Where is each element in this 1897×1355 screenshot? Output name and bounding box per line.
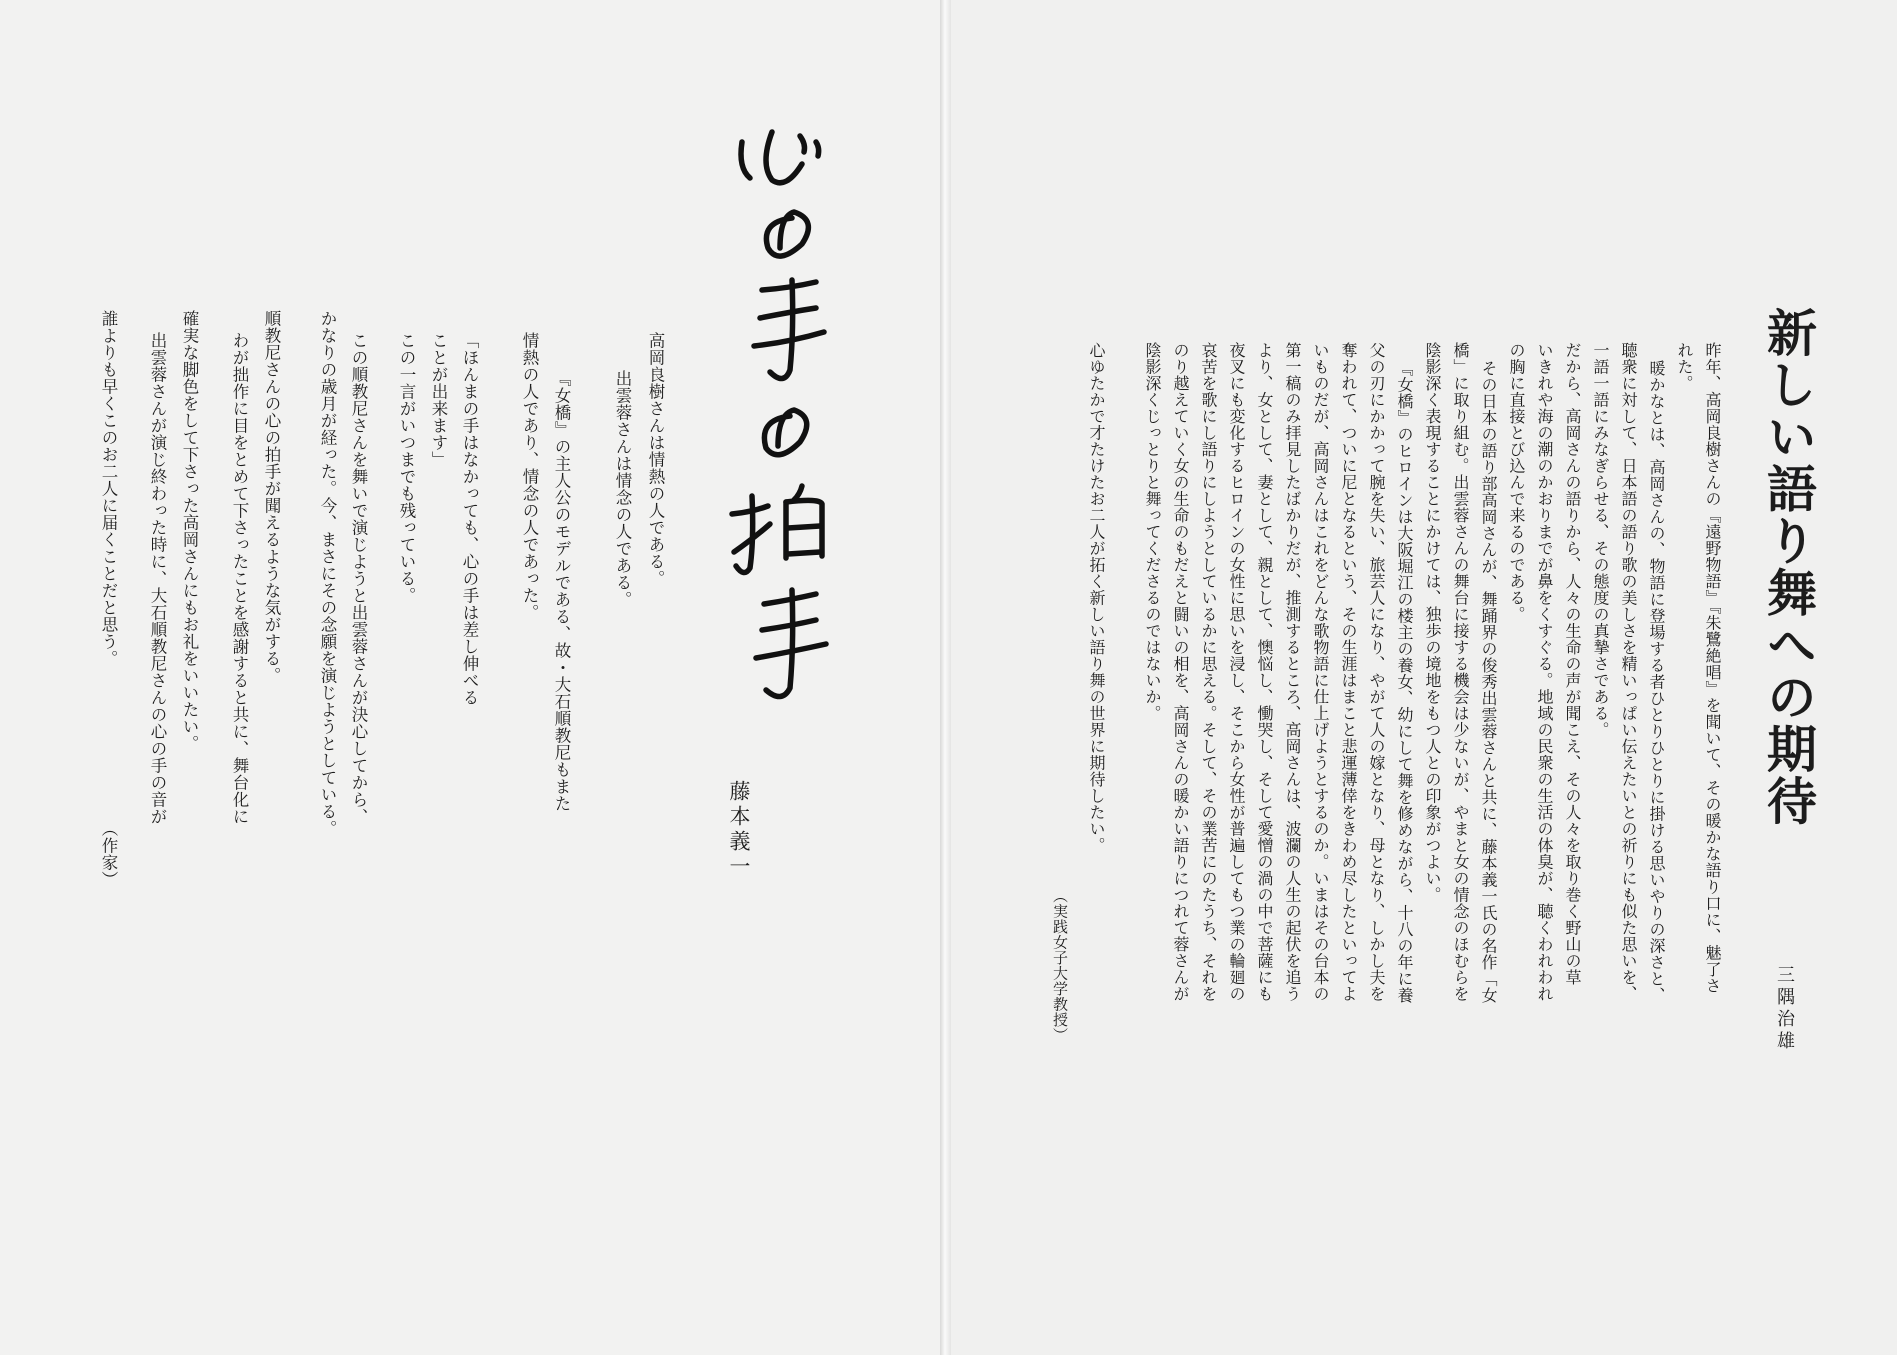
essay-line: 心ゆたかで才たけたお二人が拓く新しい語り舞の世界に期待したい。: [1087, 342, 1106, 854]
essay-line: 橋」に取り組む。出雲蓉さんの舞台に接する機会は少ないが、やまと女の情念のほむらを: [1451, 342, 1470, 1002]
essay-line: 陰影深くじっとりと舞ってくださるのではないか。: [1143, 342, 1162, 722]
essay-line: 聴衆に対して、日本語の語り歌の美しさを精いっぱい伝えたいとの祈りにも似た思いを、: [1619, 342, 1638, 1002]
essay-line: 第一稿のみ拝見したばかりだが、推測するところ、高岡さんは、波瀾の人生の起伏を追う: [1283, 342, 1302, 1002]
essay-line: いきれや海の潮のかおりまでが鼻をくすぐる。地域の民衆の生活の体臭が、聴くわれわれ: [1535, 342, 1554, 1002]
author-name: 三隅治雄: [1774, 965, 1795, 1053]
essay-line: だから、高岡さんの語りから、人々の生命の声が聞こえ、その人々を取り巻く野山の草: [1563, 342, 1582, 986]
essay-line: 夜叉にも変化するヒロインの女性に思いを浸し、そこから女性が普遍してもつ業の輪廻の: [1227, 342, 1246, 1002]
essay-line: 確実な脚色をして下さった高岡さんにもお礼をいいたい。: [180, 310, 199, 752]
essay-line: 『女橋』の主人公のモデルである、故・大石順教尼もまた: [552, 370, 571, 812]
essay-line: 陰影深く表現することにかけては、独歩の境地をもつ人との印象がつよい。: [1423, 342, 1442, 903]
essay-line: 昨年、高岡良樹さんの『遠野物語』『朱鷺絶唱』を聞いて、その暖かな語り口に、魅了さ: [1703, 342, 1722, 994]
essay-line: いものだが、高岡さんはこれをどんな歌物語に仕上げようとするのか。いまはその台本の: [1311, 342, 1330, 1002]
essay-signoff: （作家）: [99, 820, 118, 888]
essay-line: この一言がいつまでも残っている。: [397, 332, 416, 604]
essay-line: 『女橋』のヒロインは大阪堀江の楼主の養女、幼にして舞を修めながら、十八の年に養: [1395, 360, 1414, 1004]
essay-line: の胸に直接とび込んで来るのである。: [1507, 342, 1526, 623]
essay-line: 暖かなとは、高岡さんの、物語に登場する者ひとりひとりに掛ける思いやりの深さと、: [1647, 360, 1666, 1004]
essay-line: 「ほんまの手はなかっても、心の手は差し伸べる: [460, 332, 479, 706]
essay-line: ことが出来ます」: [429, 332, 448, 468]
essay-line: れた。: [1675, 342, 1694, 392]
essay-line: 誰よりも早くこのお二人に届くことだと思う。: [99, 310, 118, 667]
author-name: 藤本義一: [727, 780, 751, 880]
handwritten-title-calligraphy: [720, 120, 860, 720]
essay-line: より、女として、妻として、親として、懊悩し、慟哭し、そして愛憎の渦の中で菩薩にも: [1255, 342, 1274, 1002]
essay-line: 奪われて、ついに尼となるという、その生涯はまこと悲運薄倖をきわめ尽したといってよ: [1339, 342, 1358, 1002]
essay-line: かなりの歳月が経った。今、まさにその念願を演じようとしている。: [318, 310, 337, 837]
handwritten-title: [720, 120, 860, 720]
book-gutter: [940, 0, 951, 1355]
essay-line: わが拙作に目をとめて下さったことを感謝すると共に、舞台化に: [230, 332, 249, 825]
essay-line: 父の刃にかかって腕を失い、旅芸人になり、やがて人の嫁となり、母となり、しかし夫を: [1367, 342, 1386, 1002]
essay-line: その日本の語り部高岡さんが、舞踊界の俊秀出雲蓉さんと共に、藤本義一氏の名作「女: [1479, 360, 1498, 1004]
essay-line: のり越えていく女の生命のもだえと闘いの相を、高岡さんの暖かい語りにつれて蓉さんが: [1171, 342, 1190, 1002]
essay-line: この順教尼さんを舞いで演じようと出雲蓉さんが決心してから、: [349, 332, 368, 825]
author-affiliation: （実践女子大学教授）: [1051, 888, 1069, 1043]
left-page: [0, 0, 940, 1355]
essay-line: 一語一語にみなぎらせる、その態度の真摯さである。: [1591, 342, 1610, 738]
essay-line: 出雲蓉さんが演じ終わった時に、大石順教尼さんの心の手の音が: [148, 332, 167, 825]
essay-line: 出雲蓉さんは情念の人である。: [613, 370, 632, 608]
article-title: 新しい語り舞への期待: [1759, 307, 1818, 827]
essay-line: 情熱の人であり、情念の人であった。: [520, 332, 539, 621]
essay-line: 高岡良樹さんは情熱の人である。: [646, 332, 665, 587]
essay-line: 哀苦を歌にし語りにしようとしているかに思える。そして、その業苦にのたうち、それを: [1199, 342, 1218, 1002]
essay-line: 順教尼さんの心の拍手が聞えるような気がする。: [262, 310, 281, 684]
